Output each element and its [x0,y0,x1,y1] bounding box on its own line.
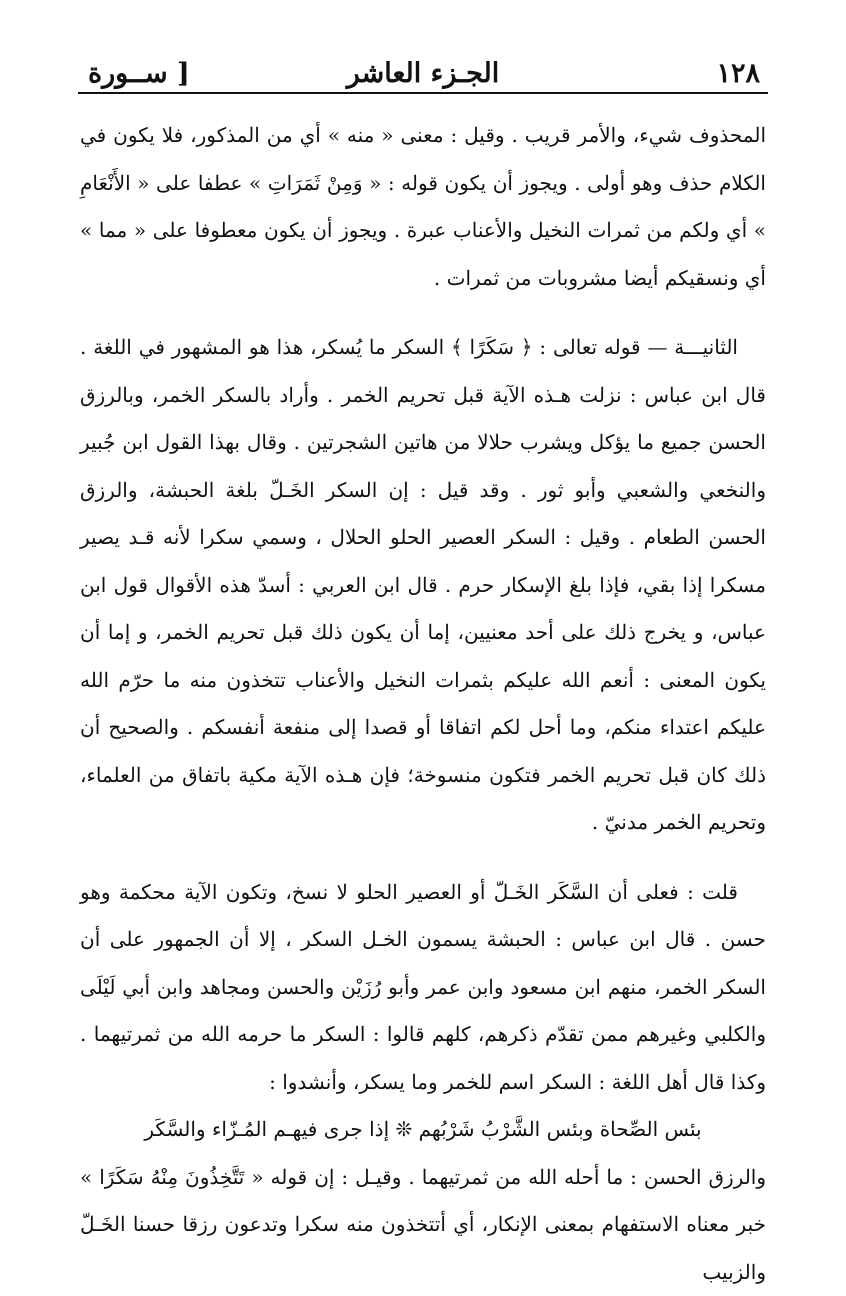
paragraph-4: والرزق الحسن : ما أحله الله من ثمرتيهما . وقيـل : إن قوله « تَتَّخِذُونَ مِنْهُ سَكَرًا » خبر معناه الاستفهام بمعنى الإنكار، أي أتتخذون منه سكرا وتدعون رزقا حسنا الخَـلّ والزبيب [80,1154,766,1296]
paragraph-3: قلت : فعلى أن السَّكَر الخَـلّ أو العصير الحلو لا نسخ، وتكون الآية محكمة وهو حسن . قال ابن عباس : الحبشة يسمون الخـل السكر ، إلا أن الجمهور على أن السكر الخمر، منهم ابن مسعود وابن عمر وأبو رُزَيْن والحسن ومجاهد وابن أبي لَيْلَى والكلبي وغيرهم ممن تقدّم ذكرهم، كلهم قالوا : السكر ما حرمه الله من ثمرتيهما . وكذا قال أهل اللغة : السكر اسم للخمر وما يسكر، وأنشدوا : [80,869,766,1107]
poetry-verse: بئس الصِّحاة وبئس الشَّرْبُ شَرْبُهم ❊ إذا جرى فيهـم المُـزّاء والسَّكَر [80,1106,766,1154]
paragraph-2: الثانيـــة — قوله تعالى : ﴿ سَكَرًا ﴾ السكر ما يُسكر، هذا هو المشهور في اللغة . قال ابن عباس : نزلت هـذه الآية قبل تحريم الخمر . وأراد بالسكر الخمر، وبالرزق الحسن جميع ما يؤكل ويشرب حلالا من هاتين الشجرتين . وقال بهذا القول ابن جُبير والنخعي والشعبي وأبو ثور . وقد قيل : إن السكر الخَـلّ بلغة الحبشة، والرزق الحسن الطعام . وقيل : السكر العصير الحلو الحلال ، وسمي سكرا لأنه قـد يصير مسكرا إذا بقي، فإذا بلغ الإسكار حرم . قال ابن العربي : أسدّ هذه الأقوال قول ابن عباس، و يخرج ذلك على أحد معنيين، إما أن يكون ذلك قبل تحريم الخمر، و إما أن يكون المعنى : أنعم الله عليكم بثمرات النخيل والأعناب تتخذون منه ما حرّم الله عليكم اعتداء منكم، وما أحل لكم اتفاقا أو قصدا إلى منفعة أنفسكم . والصحيح أن ذلك كان قبل تحريم الخمر فتكون منسوخة؛ فإن هـذه الآية مكية باتفاق من العلماء، وتحريم الخمر مدنيّ . [80,324,766,847]
page-header [78,52,768,94]
surah-label: [ ســورة [88,58,190,89]
body-text [80,112,766,1296]
paragraph-1: المحذوف شيء، والأمر قريب . وقيل : معنى « منه » أي من المذكور، فلا يكون في الكلام حذف وهو أولى . ويجوز أن يكون قوله : « وَمِنْ ثَمَرَاتِ » عطفا على « الأَنْعَامِ » أي ولكم من ثمرات النخيل والأعناب عبرة . ويجوز أن يكون معطوفا على « مما » أي ونسقيكم أيضا مشروبات من ثمرات . [80,112,766,302]
running-title: الجـزء العاشر [347,58,500,89]
page-number: ١٢٨ [716,58,760,89]
